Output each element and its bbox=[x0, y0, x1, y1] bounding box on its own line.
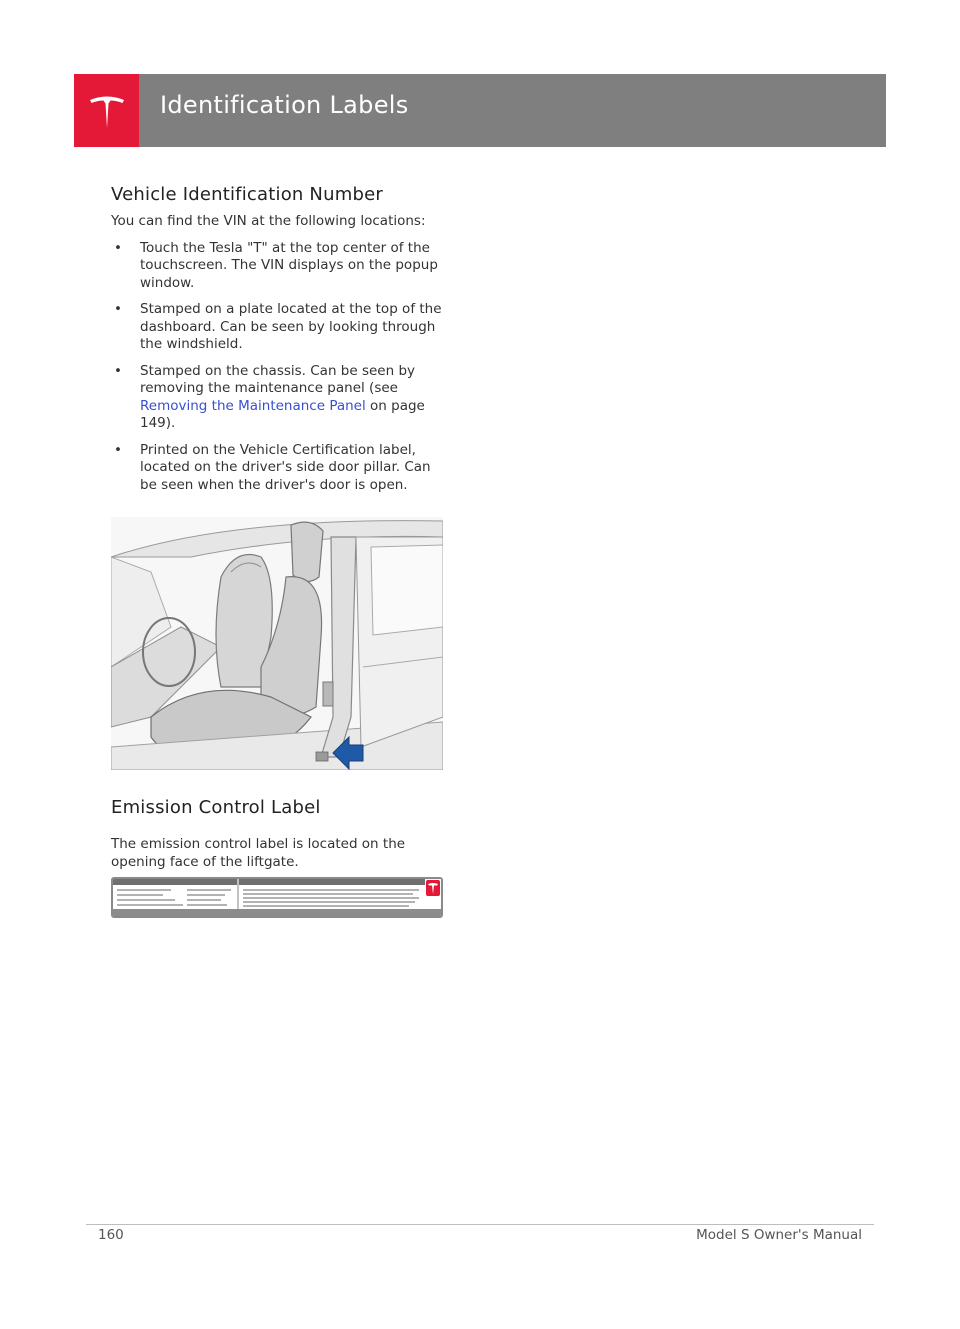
vin-intro: You can find the VIN at the following locations: bbox=[111, 213, 426, 229]
page-header bbox=[74, 74, 886, 147]
list-item: • Touch the Tesla "T" at the top center of the touchscreen. The VIN displays on the popup window. bbox=[111, 240, 446, 293]
vin-heading: Vehicle Identification Number bbox=[111, 184, 383, 205]
emission-label-illustration bbox=[111, 877, 443, 918]
emission-heading: Emission Control Label bbox=[111, 797, 321, 818]
emission-text: The emission control label is located on the opening face of the liftgate. bbox=[111, 836, 406, 870]
page-title: Identification Labels bbox=[160, 91, 409, 119]
vin-section bbox=[111, 184, 446, 503]
page-number: 160 bbox=[98, 1227, 124, 1243]
tesla-logo bbox=[74, 74, 139, 147]
tesla-t-icon bbox=[86, 90, 128, 132]
emission-label-drawing bbox=[113, 879, 441, 916]
list-item: • Stamped on a plate located at the top of the dashboard. Can be seen by looking through the windshield. bbox=[111, 301, 446, 354]
door-pillar-illustration bbox=[111, 517, 443, 770]
list-item: • Printed on the Vehicle Certification label, located on the driver's side door pillar. Can be seen when the driver's door is open. bbox=[111, 442, 446, 495]
footer-divider bbox=[86, 1224, 874, 1225]
manual-title: Model S Owner's Manual bbox=[696, 1227, 862, 1243]
car-interior-drawing bbox=[111, 517, 443, 770]
vin-locations-list bbox=[111, 240, 446, 495]
list-item: • Stamped on the chassis. Can be seen by removing the maintenance panel (see Removing the Maintenance Panel on page 149). bbox=[111, 363, 446, 433]
maintenance-panel-link[interactable]: Removing the Maintenance Panel bbox=[140, 397, 366, 414]
